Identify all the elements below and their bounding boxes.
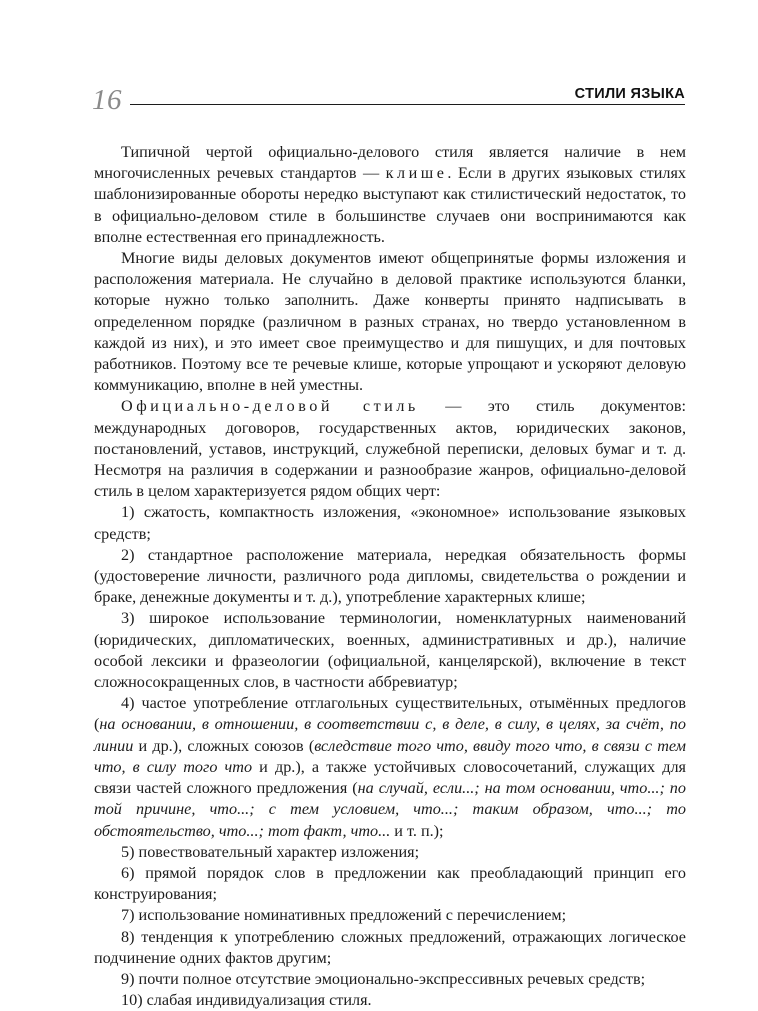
spaced-term: клише: [385, 164, 448, 183]
list-item-2: 2) стандартное расположение материала, нередкая обязательность формы (удостоверение личности, различного рода дипломы, свидетельства о рождении и браке, денежные документы и т. д.), употребление характерных клише;: [94, 545, 686, 607]
page-header: [0, 0, 758, 130]
body-text: [94, 142, 686, 1011]
running-title: СТИЛИ ЯЗЫКА: [574, 86, 685, 102]
list-item-8: 8) тенденция к употреблению сложных предложений, отражающих логическое подчинение одних фактов другим;: [94, 927, 686, 967]
list-item-1: 1) сжатость, компактность изложения, «экономное» использование языковых средств;: [94, 503, 686, 543]
list-item-10: 10) слабая индивидуализация стиля.: [121, 991, 372, 1010]
list-item-6: 6) прямой порядок слов в предложении как преобладающий принцип его конструирования;: [94, 863, 686, 904]
page-number: 16: [92, 84, 122, 116]
list-item-5: 5) повествовательный характер изложения;: [121, 842, 420, 861]
paragraph-documents: Многие виды деловых документов имеют общепринятые формы изложения и расположения материала. Не случайно в деловой практике используются бланки, которые нужно только заполнить. Даже конверты принято надписывать в определенном порядке (различном в разных странах, но твердо установленном в каждой из них), и это имеет свое преимущество и для пишущих, и для почтовых работников. Поэтому все те речевые клише, которые упрощают и ускоряют деловую коммуникацию, вполне в ней уместны.: [94, 249, 686, 395]
paragraph-definition: Официально-деловой стиль — это стиль документов: международных договоров, государственных актов, юридических законов, постановлений, уставов, инструкций, служебной переписки, деловых бумаг и т. д. Несмотря на различия в содержании и разнообразие жанров, официально-деловой стиль в целом характеризуется рядом общих черт:: [94, 397, 686, 501]
list-item-3: 3) широкое использование терминологии, номенклатурных наименований (юридических, дипломатических, военных, административных и др.), наличие особой лексики и фразеологии (официальной, канцелярской), включение в текст сложносокращенных слов, в частности аббревиатур;: [94, 609, 686, 692]
paragraph-clishe: Типичной чертой официально-делового стиля является наличие в нем многочисленных речевых стандартов — клише. Если в других языковых стилях шаблонизированные обороты нередко выступают как стилистический недостаток, то в официально-деловом стиле в большинстве случаев они воспринимаются как вполне естественная его принадлежность.: [94, 143, 686, 246]
spaced-term: Официально-деловой стиль: [121, 397, 419, 416]
list-item-9: 9) почти полное отсутствие эмоционально-экспрессивных речевых средств;: [121, 969, 646, 988]
header-rule: [130, 104, 685, 105]
list-item-4: 4) частое употребление отглагольных существительных, отымённых предлогов (на основании, в отношении, в соответствии с, в деле, в силу, в целях, за счёт, по линии и др.), сложных союзов (вследствие того что, ввиду того что, в связи с тем что, в силу того что и др.), а также устойчивых словосочетаний, служащих для связи частей сложного предложения (на случай, если...; на том основании, что...; по той причине, что...; с тем условием, что...; таким образом, что...; то обстоятельство, что...; тот факт, что... и т. п.);: [94, 694, 686, 840]
list-item-7: 7) использование номинативных предложений с перечислением;: [121, 906, 567, 925]
